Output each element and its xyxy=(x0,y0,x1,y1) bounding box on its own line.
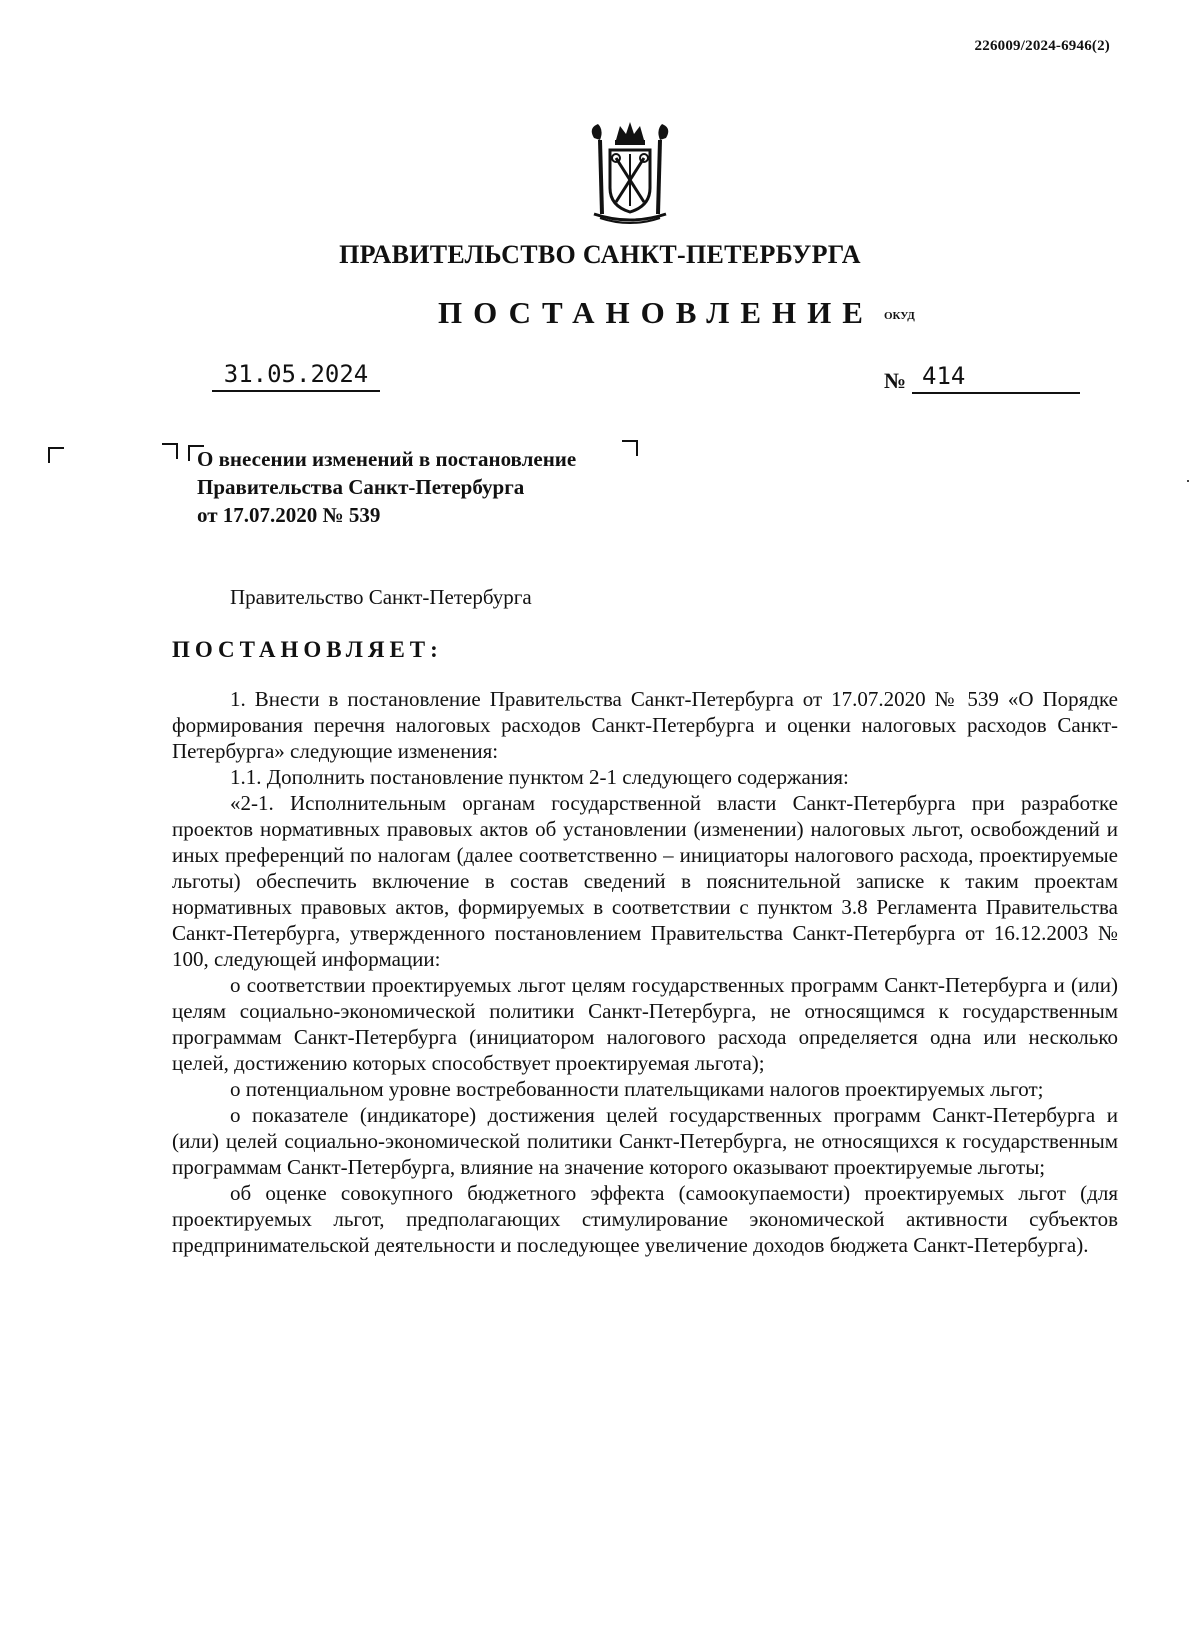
corner-mark-left xyxy=(48,447,64,463)
subject-line: от 17.07.2020 № 539 xyxy=(197,503,381,527)
scan-speck xyxy=(1187,480,1189,482)
resolves-heading: ПОСТАНОВЛЯЕТ: xyxy=(172,637,443,662)
preamble: Правительство Санкт-Петербурга xyxy=(230,585,532,609)
body-paragraph: 1. Внести в постановление Правительства Санкт-Петербурга от 17.07.2020 № 539 «О Порядке формирования перечня налоговых расходов Санкт-Петербурга и оценки налоговых расходов Санкт-Петербурга» следующие изменения: xyxy=(172,687,1118,763)
body-paragraph: об оценке совокупного бюджетного эффекта (самоокупаемости) проектируемых льгот (для проектируемых льгот, предполагающих стимулирование экономической активности субъектов предпринимательской деятельности и последующее увеличение доходов бюджета Санкт-Петербурга). xyxy=(172,1181,1118,1257)
body-paragraph: о соответствии проектируемых льгот целям государственных программ Санкт-Петербурга и (или) целям социально-экономической политики Санкт-Петербурга, не относящимся к государственным программам Санкт-Петербурга (инициатором налогового расхода определяется одна или несколько целей, достижению которых способствует проектируемая льгота); xyxy=(172,973,1118,1075)
body-paragraph: «2-1. Исполнительным органам государственной власти Санкт-Петербурга при разработке проектов нормативных правовых актов об установлении (изменении) налоговых льгот, освобождений и иных преференций по налогам (далее соответственно – инициаторы налогового расхода, проектируемые льготы) обеспечить включение в состав сведений в пояснительной записке к таким проектам нормативных правовых актов, формируемых в соответствии с пунктом 3.8 Регламента Правительства Санкт-Петербурга, утвержденного постановлением Правительства Санкт-Петербурга от 16.12.2003 № 100, следующей информации: xyxy=(172,791,1118,971)
okud-label: ОКУД xyxy=(884,310,915,322)
document-body xyxy=(172,686,1118,1258)
document-date: 31.05.2024 xyxy=(212,360,380,392)
body-paragraph: 1.1. Дополнить постановление пунктом 2-1 следующего содержания: xyxy=(230,765,849,789)
number-sign: № xyxy=(884,368,907,393)
saint-petersburg-coat-of-arms-icon xyxy=(580,118,680,228)
document-number: 414 xyxy=(912,362,1080,394)
subject-line: О внесении изменений в постановление xyxy=(197,447,577,471)
subject-line: Правительства Санкт-Петербурга xyxy=(197,475,525,499)
document-type-title: ПОСТАНОВЛЕНИЕ xyxy=(438,295,874,330)
corner-mark-subject-left xyxy=(162,443,178,459)
corner-mark-subject-end xyxy=(622,440,638,456)
organization-title: ПРАВИТЕЛЬСТВО САНКТ-ПЕТЕРБУРГА xyxy=(339,240,861,269)
document-subject xyxy=(197,445,576,529)
registration-number: 226009/2024-6946(2) xyxy=(974,38,1110,54)
body-paragraph: о показателе (индикаторе) достижения целей государственных программ Санкт-Петербурга и (или) целей социально-экономической политики Санкт-Петербурга, не относящихся к государственным программам Санкт-Петербурга, влияние на значение которого оказывают проектируемые льготы; xyxy=(172,1103,1118,1179)
body-paragraph: о потенциальном уровне востребованности плательщиками налогов проектируемых льгот; xyxy=(230,1077,1044,1101)
